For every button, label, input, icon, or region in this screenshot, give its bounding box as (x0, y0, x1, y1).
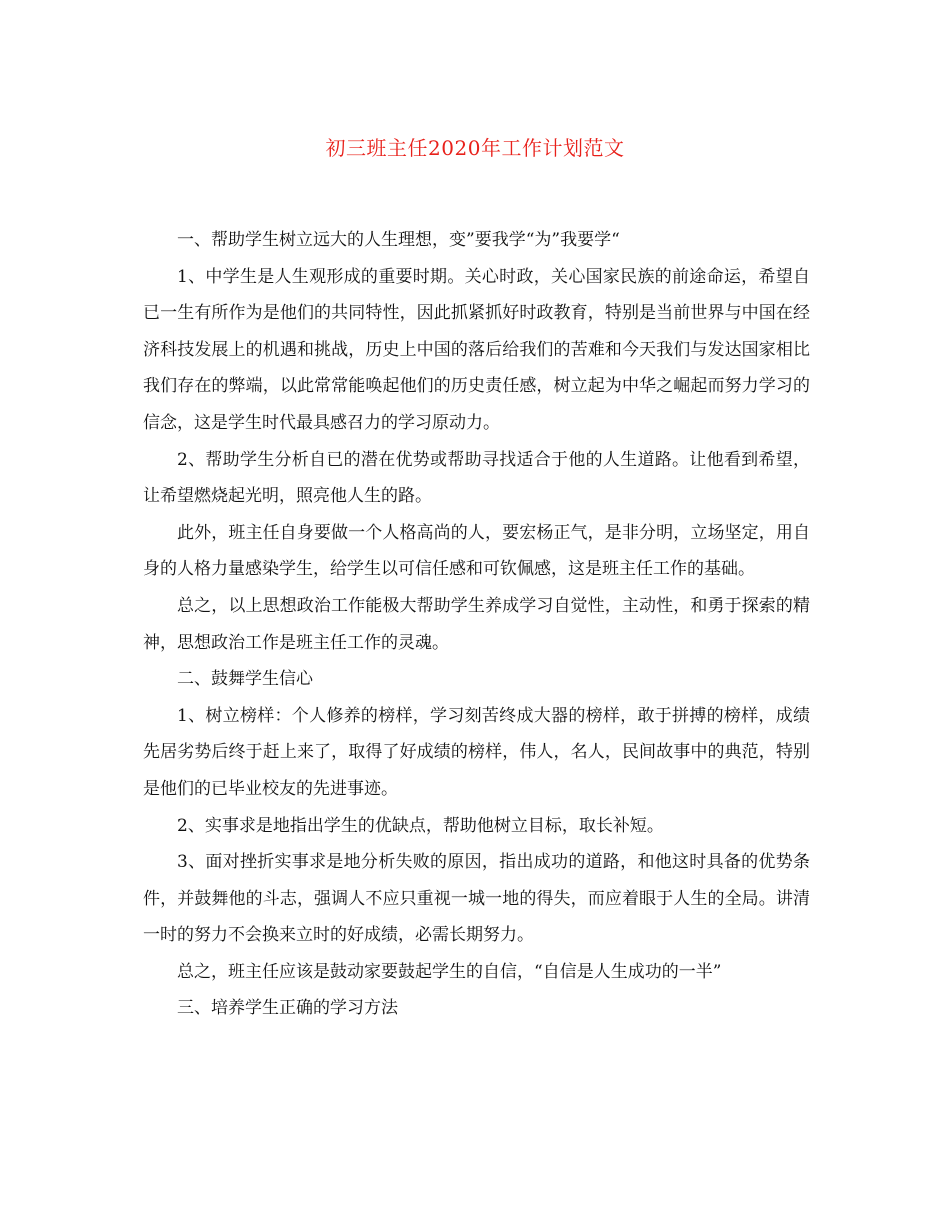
paragraph-2-2: 2、实事求是地指出学生的优缺点，帮助他树立目标，取长补短。 (177, 815, 664, 836)
paragraph-2-summary: 总之，班主任应该是鼓动家要鼓起学生的自信，“自信是人生成功的一半” (177, 961, 722, 982)
paragraph-2-3: 3、面对挫折实事求是地分析失败的原因，指出成功的道路，和他这时具备的优势条件，并鼓舞他的斗志，强调人不应只重视一城一地的得失，而应着眼于人生的全局。讲清一时的努力不会换来立时的好成绩，必需长期努力。 (143, 852, 810, 946)
paragraph-1-1: 1、中学生是人生观形成的重要时期。关心时政，关心国家民族的前途命运，希望自已一生有所作为是他们的共同特性，因此抓紧抓好时政教育，特别是当前世界与中国在经济科技发展上的机遇和挑战，历史上中国的落后给我们的苦难和今天我们与发达国家相比我们存在的弊端，以此常常能唤起他们的历史责任感，树立起为中华之崛起而努力学习的信念，这是学生时代最具感召力的学习原动力。 (143, 266, 810, 433)
section-heading-3: 三、培养学生正确的学习方法 (177, 998, 398, 1019)
document-body (143, 222, 810, 1027)
paragraph-1-3: 此外，班主任自身要做一个人格高尚的人，要宏杨正气，是非分明，立场坚定，用自身的人格力量感染学生，给学生以可信任感和可钦佩感，这是班主任工作的基础。 (143, 522, 810, 580)
paragraph-1-summary: 总之，以上思想政治工作能极大帮助学生养成学习自觉性，主动性，和勇于探索的精神，思想政治工作是班主任工作的灵魂。 (143, 595, 810, 653)
document-title: 初三班主任2020年工作计划范文 (325, 136, 625, 160)
paragraph-1-2: 2、帮助学生分析自已的潜在优势或帮助寻找适合于他的人生道路。让他看到希望，让希望燃烧起光明，照亮他人生的路。 (143, 449, 810, 507)
section-heading-2: 二、鼓舞学生信心 (177, 669, 313, 690)
paragraph-2-1: 1、树立榜样：个人修养的榜样，学习刻苦终成大器的榜样，敢于拼搏的榜样，成绩先居劣势后终于赶上来了，取得了好成绩的榜样，伟人，名人，民间故事中的典范，特别是他们的已毕业校友的先进事迹。 (143, 705, 810, 799)
section-heading-1: 一、帮助学生树立远大的人生理想，变”要我学“为”我要学“ (177, 230, 620, 250)
